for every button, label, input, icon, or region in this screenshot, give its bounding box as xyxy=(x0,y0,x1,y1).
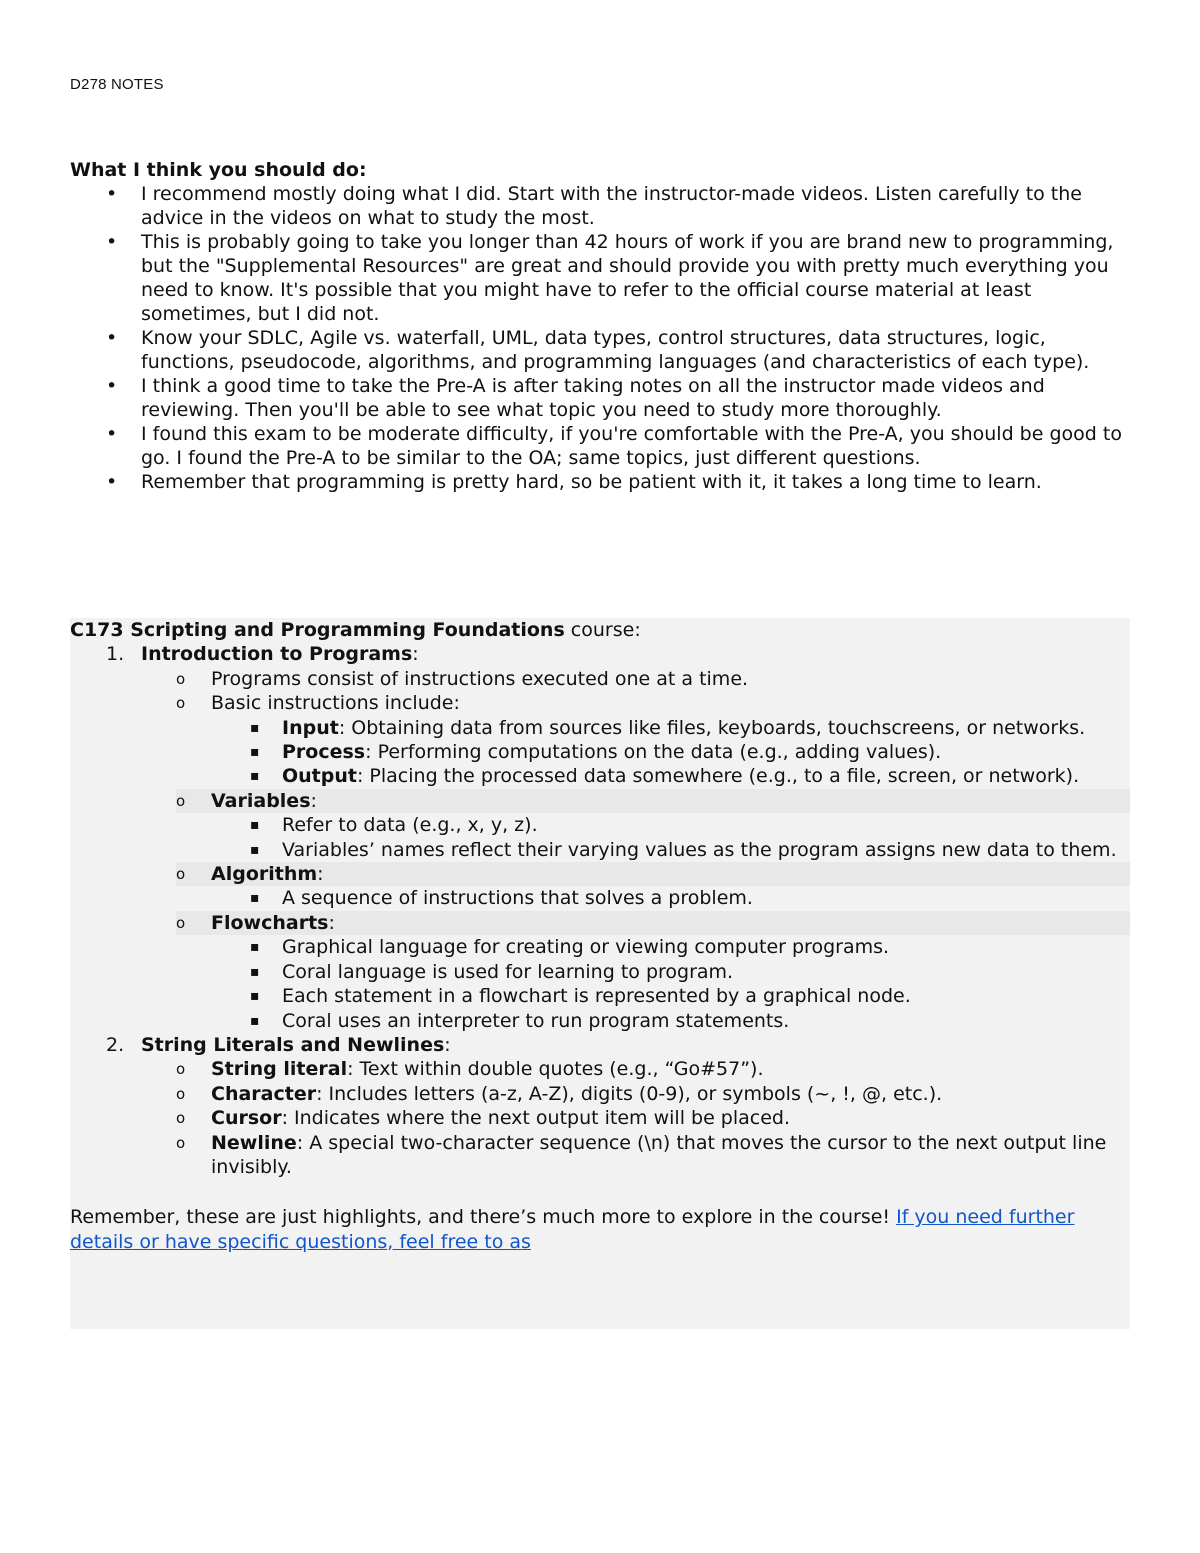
circle-bullet-icon: o xyxy=(176,1060,186,1079)
list-item xyxy=(176,789,1130,813)
list-item-text: Coral language is used for learning to program. xyxy=(282,960,734,983)
list-item-text: Variables’ names reflect their varying values as the program assigns new data to them. xyxy=(282,838,1117,861)
term: Output xyxy=(282,765,357,788)
bullet-icon: • xyxy=(106,327,118,349)
list-item xyxy=(70,1106,1130,1130)
list-item-text: Coral uses an interpreter to run program statements. xyxy=(282,1009,790,1032)
term-definition: : Obtaining data from sources like files, keyboards, touchscreens, or networks. xyxy=(338,716,1086,739)
bullet-icon: • xyxy=(106,183,118,205)
list-item xyxy=(70,691,1130,715)
list-item xyxy=(70,1009,1130,1033)
circle-bullet-icon: o xyxy=(176,1133,186,1152)
circle-bullet-icon: o xyxy=(176,1109,186,1128)
list-item xyxy=(70,813,1130,837)
list-item-text: A sequence of instructions that solves a problem. xyxy=(282,887,753,910)
section-title: Introduction to Programs xyxy=(141,643,413,666)
term: Algorithm xyxy=(211,863,318,886)
advice-section xyxy=(70,158,1130,494)
square-bullet-icon: ▪ xyxy=(250,817,260,834)
page-header: D278 NOTES xyxy=(70,76,164,93)
term: String literal xyxy=(211,1058,348,1081)
term: Cursor xyxy=(211,1107,282,1130)
list-item xyxy=(70,764,1130,788)
term-colon: : xyxy=(328,911,335,934)
term: Character xyxy=(211,1082,317,1105)
section-number: 1. xyxy=(106,643,125,666)
advice-item-text: Remember that programming is pretty hard, so be patient with it, it takes a long time to learn. xyxy=(141,471,1042,493)
square-bullet-icon: ▪ xyxy=(250,744,260,761)
advice-item xyxy=(70,182,1130,230)
list-item-text: Refer to data (e.g., x, y, z). xyxy=(282,814,538,837)
list-item xyxy=(70,740,1130,764)
term: Input xyxy=(282,716,339,739)
advice-item xyxy=(70,422,1130,470)
section-number: 2. xyxy=(106,1033,125,1056)
list-item xyxy=(70,838,1130,862)
term-definition: : Performing computations on the data (e.g., adding values). xyxy=(365,741,942,764)
circle-bullet-icon: o xyxy=(176,1084,186,1103)
list-item xyxy=(70,886,1130,910)
term-definition: : Text within double quotes (e.g., “Go#57”). xyxy=(347,1058,764,1081)
bullet-icon: • xyxy=(106,375,118,397)
course-title-bold: C173 Scripting and Programming Foundations xyxy=(70,619,565,641)
square-bullet-icon: ▪ xyxy=(250,890,260,907)
term-definition: : A special two-character sequence (\n) that moves the cursor to the next output line invisibly. xyxy=(211,1131,1107,1178)
square-bullet-icon: ▪ xyxy=(250,719,260,736)
bullet-icon: • xyxy=(106,471,118,493)
course-title xyxy=(70,618,1130,642)
list-item xyxy=(70,960,1130,984)
circle-bullet-icon: o xyxy=(176,791,186,810)
advice-heading: What I think you should do: xyxy=(70,159,367,181)
bullet-icon: • xyxy=(106,423,118,445)
bullet-icon: • xyxy=(106,231,118,253)
circle-bullet-icon: o xyxy=(176,865,186,884)
square-bullet-icon: ▪ xyxy=(250,963,260,980)
square-bullet-icon: ▪ xyxy=(250,768,260,785)
circle-bullet-icon: o xyxy=(176,694,186,713)
list-item-text: Basic instructions include: xyxy=(211,692,460,715)
advice-item-text: I found this exam to be moderate difficulty, if you're comfortable with the Pre-A, you should be good to go. I found the Pre-A to be similar to the OA; same topics, just different questions. xyxy=(141,423,1122,469)
list-item xyxy=(176,911,1130,935)
list-item xyxy=(70,935,1130,959)
section-heading xyxy=(70,642,1130,666)
closing-text: Remember, these are just highlights, and there’s much more to explore in the course! xyxy=(70,1206,897,1229)
course-summary-block xyxy=(70,618,1130,1329)
closing-paragraph xyxy=(70,1205,1130,1254)
section-heading xyxy=(70,1033,1130,1057)
circle-bullet-icon: o xyxy=(176,913,186,932)
square-bullet-icon: ▪ xyxy=(250,841,260,858)
square-bullet-icon: ▪ xyxy=(250,939,260,956)
square-bullet-icon: ▪ xyxy=(250,1012,260,1029)
section-colon: : xyxy=(444,1033,451,1056)
list-item-text: Programs consist of instructions executed one at a time. xyxy=(211,667,749,690)
advice-item-text: I think a good time to take the Pre-A is after taking notes on all the instructor made videos and reviewing. Then you'll be able to see what topic you need to study more thoroughly. xyxy=(141,375,1045,421)
circle-bullet-icon: o xyxy=(176,669,186,688)
list-item xyxy=(70,984,1130,1008)
term-definition: : Includes letters (a-z, A-Z), digits (0-9), or symbols (~, !, @, etc.). xyxy=(316,1082,943,1105)
term-definition: : Indicates where the next output item will be placed. xyxy=(281,1107,791,1130)
advice-item-text: This is probably going to take you longer than 42 hours of work if you are brand new to programming, but the "Supplemental Resources" are great and should provide you with pretty much everything you need to know. It's possible that you might have to refer to the official course material at least sometimes, but I did not. xyxy=(141,231,1114,325)
advice-item xyxy=(70,374,1130,422)
list-item xyxy=(70,716,1130,740)
term: Variables xyxy=(211,789,311,812)
term: Flowcharts xyxy=(211,911,329,934)
list-item-text: Each statement in a flowchart is represented by a graphical node. xyxy=(282,985,911,1008)
course-title-rest: course: xyxy=(564,619,641,641)
advice-item-text: Know your SDLC, Agile vs. waterfall, UML, data types, control structures, data structures, logic, functions, pseudocode, algorithms, and programming languages (and characteristics of each type). xyxy=(141,327,1090,373)
section-title: String Literals and Newlines xyxy=(141,1033,445,1056)
closing-link[interactable]: If you need further details or have specific questions, feel free to as xyxy=(70,1206,1075,1253)
list-item xyxy=(70,1082,1130,1106)
list-item-text: Graphical language for creating or viewing computer programs. xyxy=(282,936,890,959)
section-colon: : xyxy=(412,643,419,666)
square-bullet-icon: ▪ xyxy=(250,988,260,1005)
advice-item xyxy=(70,470,1130,494)
list-item xyxy=(70,1057,1130,1081)
advice-list xyxy=(70,182,1130,494)
list-item xyxy=(70,667,1130,691)
term-colon: : xyxy=(310,789,317,812)
list-item xyxy=(176,862,1130,886)
term: Process xyxy=(282,741,366,764)
term-colon: : xyxy=(317,863,324,886)
advice-item xyxy=(70,326,1130,374)
advice-item xyxy=(70,230,1130,326)
term: Newline xyxy=(211,1131,297,1154)
term-definition: : Placing the processed data somewhere (e.g., to a file, screen, or network). xyxy=(356,765,1080,788)
list-item xyxy=(70,1131,1130,1180)
advice-item-text: I recommend mostly doing what I did. Start with the instructor-made videos. Listen carefully to the advice in the videos on what to study the most. xyxy=(141,183,1082,229)
